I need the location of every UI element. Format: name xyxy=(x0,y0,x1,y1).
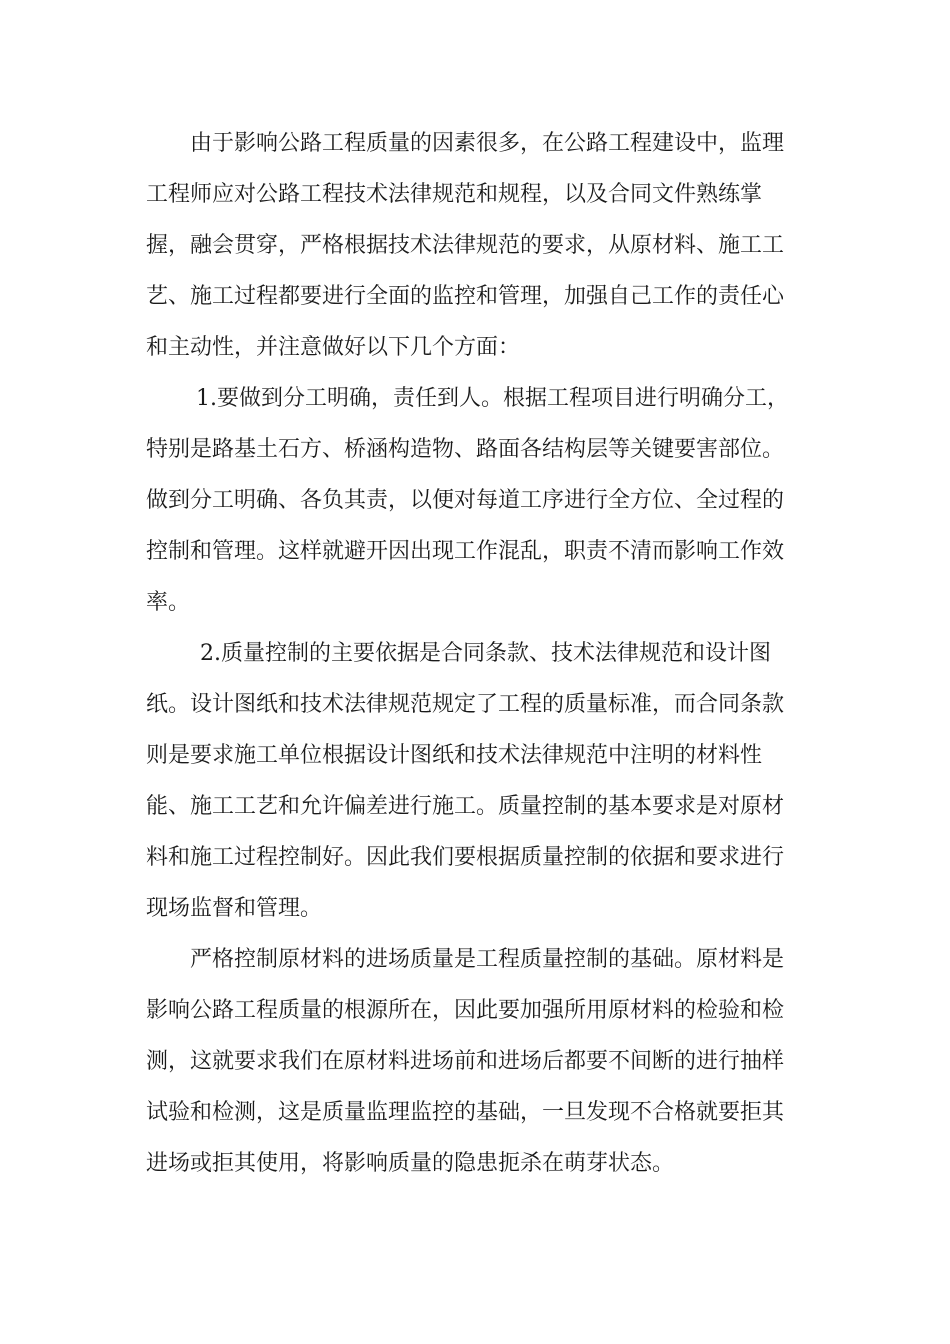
text-line: 做到分工明确、各负其责，以便对每道工序进行全方位、全过程的 xyxy=(146,488,785,513)
text-line: 进场或拒其使用，将影响质量的隐患扼杀在萌芽状态。 xyxy=(146,1151,675,1176)
text-line: 特别是路基土石方、桥涵构造物、路面各结构层等关键要害部位。 xyxy=(146,437,785,462)
text-line: 现场监督和管理。 xyxy=(146,896,323,921)
text-line: 测，这就要求我们在原材料进场前和进场后都要不间断的进行抽样 xyxy=(146,1049,785,1074)
text-line: 则是要求施工单位根据设计图纸和技术法律规范中注明的材料性 xyxy=(146,743,763,768)
text-line: 2.质量控制的主要依据是合同条款、技术法律规范和设计图 xyxy=(200,641,771,666)
text-line: 由于影响公路工程质量的因素很多，在公路工程建设中，监理 xyxy=(190,131,785,156)
text-line: 影响公路工程质量的根源所在，因此要加强所用原材料的检验和检 xyxy=(146,998,785,1023)
text-line: 料和施工过程控制好。因此我们要根据质量控制的依据和要求进行 xyxy=(146,845,785,870)
text-line: 工程师应对公路工程技术法律规范和规程，以及合同文件熟练掌 xyxy=(146,182,763,207)
paragraph-item-1 xyxy=(146,373,796,628)
text-line: 严格控制原材料的进场质量是工程质量控制的基础。原材料是 xyxy=(190,947,785,972)
text-line: 能、施工工艺和允许偏差进行施工。质量控制的基本要求是对原材 xyxy=(146,794,785,819)
text-line: 纸。设计图纸和技术法律规范规定了工程的质量标准，而合同条款 xyxy=(146,692,785,717)
text-line: 和主动性，并注意做好以下几个方面： xyxy=(146,335,521,360)
document-body xyxy=(146,118,796,1189)
text-line: 握，融会贯穿，严格根据技术法律规范的要求，从原材料、施工工 xyxy=(146,233,785,258)
text-line: 艺、施工过程都要进行全面的监控和管理，加强自己工作的责任心 xyxy=(146,284,785,309)
text-line: 率。 xyxy=(146,590,191,615)
paragraph-intro xyxy=(146,118,796,373)
paragraph-materials xyxy=(146,934,796,1189)
text-line: 控制和管理。这样就避开因出现工作混乱，职责不清而影响工作效 xyxy=(146,539,785,564)
text-line: 1.要做到分工明确，责任到人。根据工程项目进行明确分工， xyxy=(196,386,789,411)
text-line: 试验和检测，这是质量监理监控的基础，一旦发现不合格就要拒其 xyxy=(146,1100,785,1125)
paragraph-item-2 xyxy=(146,628,796,934)
